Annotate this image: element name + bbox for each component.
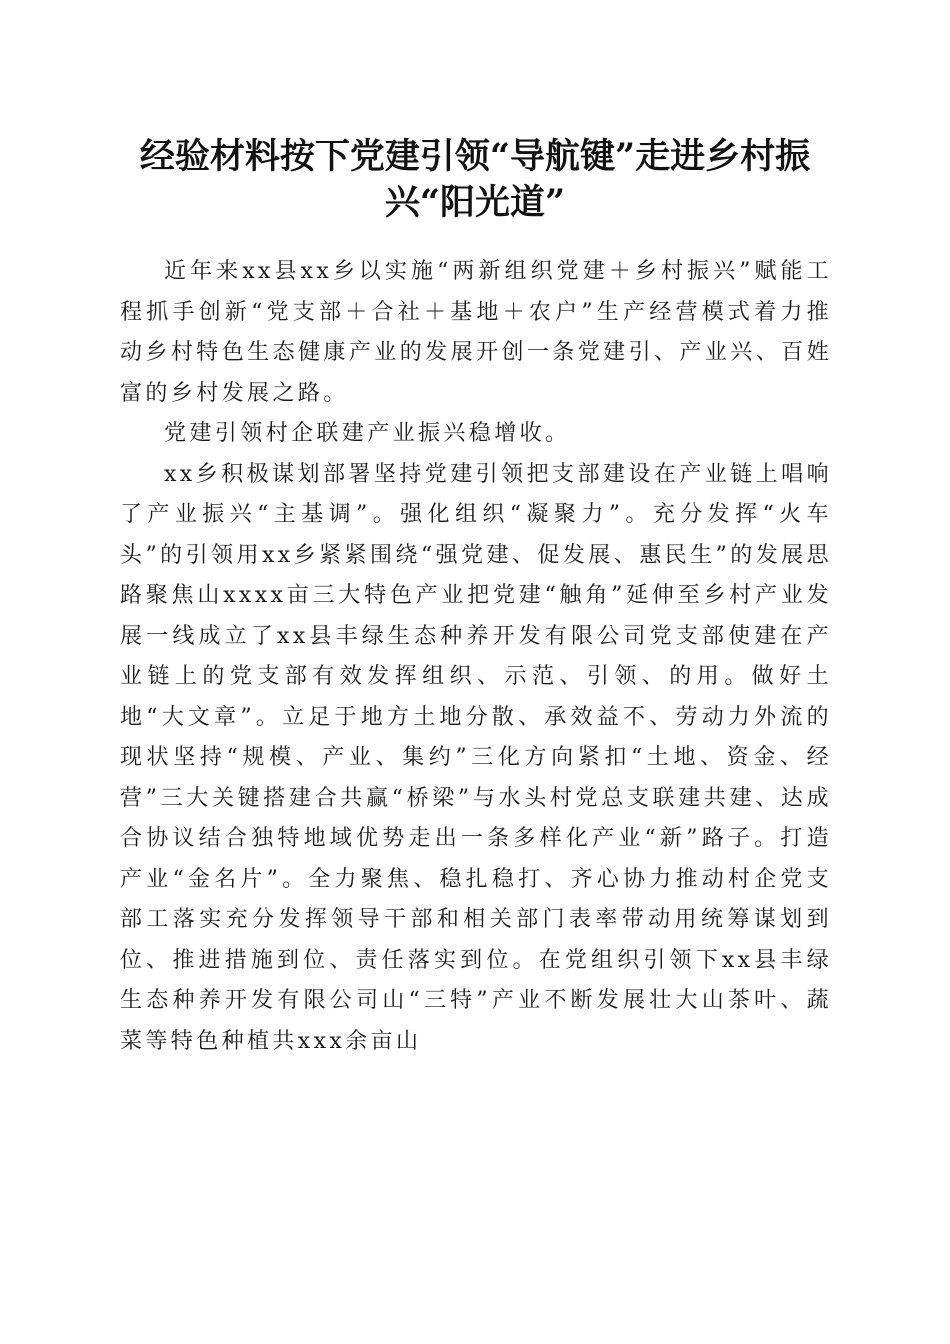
document-body — [120, 252, 832, 1062]
paragraph-section-heading: 党建引领村企联建产业振兴稳增收。 — [164, 421, 571, 446]
title-line-1: 经验材料按下党建引领“导航键”走进乡村振 — [139, 136, 811, 177]
paragraph-intro: 近年来xx县xx乡以实施“两新组织党建＋乡村振兴”赋能工程抓手创新“党支部＋合社＋基地＋农户”生产经营模式着力推动乡村特色生态健康产业的发展开创一条党建引、产业兴、百姓富的乡村发展之路。 — [120, 259, 832, 406]
document-title — [118, 134, 832, 226]
paragraph-details: xx乡积极谋划部署坚持党建引领把支部建设在产业链上唱响了产业振兴“主基调”。强化组织“凝聚力”。充分发挥“火车头”的引领用xx乡紧紧围绕“强党建、促发展、惠民生”的发展思路聚焦山xxxx亩三大特色产业把党建“触角”延伸至乡村产业发展一线成立了xx县丰绿生态种养开发有限公司党支部使建在产业链上的党支部有效发挥组织、示范、引领、的用。做好土地“大文章”。立足于地方土地分散、承效益不、劳动力外流的现状坚持“规模、产业、集约”三化方向紧扣“土地、资金、经营”三大关键搭建合共赢“桥梁”与水头村党总支联建共建、达成合协议结合独特地域优势走出一条多样化产业“新”路子。打造产业“金名片”。全力聚焦、稳扎稳打、齐心协力推动村企党支部工落实充分发挥领导干部和相关部门表率带动用统筹谋划到位、推进措施到位、责任落实到位。在党组织引领下xx县丰绿生态种养开发有限公司山“三特”产业不断发展壮大山茶叶、蔬菜等特色种植共xxx余亩山 — [120, 461, 832, 1054]
title-line-2: 兴“阳光道” — [384, 182, 566, 223]
